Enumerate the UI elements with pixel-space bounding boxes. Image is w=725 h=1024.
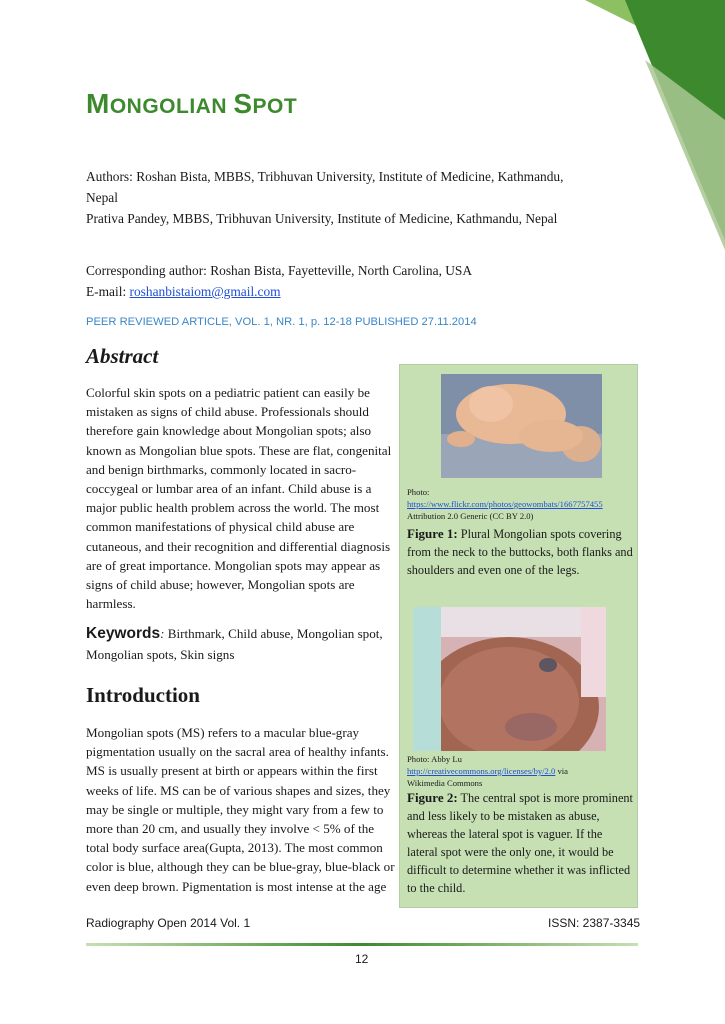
keywords — [86, 623, 396, 665]
figure-2-caption — [407, 789, 633, 897]
keywords-text: Birthmark, Child abuse, Mongolian spot, Mongolian spots, Skin signs — [86, 626, 383, 662]
figure-1-photo-label: Photo: — [407, 487, 430, 497]
footer-divider — [86, 943, 638, 946]
figure-2-label: Figure 2: — [407, 790, 458, 805]
author-1: Authors: Roshan Bista, MBBS, Tribhuvan University, Institute of Medicine, Kathmandu, Nepal — [86, 169, 564, 205]
introduction-text: Mongolian spots (MS) refers to a macular blue-gray pigmentation usually on the sacral area of healthy infants. MS is usually present at birth or appears within the first weeks of life. MS can be of various shapes and sizes, they may be single or multiple, they might vary from a few to more than 20 cm, and usually they involve < 5% of the total body surface area(Gupta, 2013). The most common color is blue, although they can be blue-gray, blue-black or even deep brown. Pigmentation is most intense at the age — [86, 725, 395, 894]
email-label: E-mail: — [86, 284, 130, 299]
article-info: PEER REVIEWED ARTICLE, VOL. 1, NR. 1, p. 12-18 PUBLISHED 27.11.2014 — [86, 316, 477, 328]
author-2: Prativa Pandey, MBBS, Tribhuvan University, Institute of Medicine, Kathmandu, Nepal — [86, 211, 558, 226]
figure-1-label: Figure 1: — [407, 526, 458, 541]
figure-1-photo — [441, 374, 602, 478]
page-number: 12 — [355, 952, 369, 966]
page-title: MONGOLIAN SPOT — [86, 88, 298, 119]
abstract-heading: Abstract — [86, 344, 159, 368]
footer-issn: ISSN: 2387-3345 — [548, 916, 641, 930]
introduction-heading: Introduction — [86, 683, 200, 707]
figure-2-source: Wikimedia Commons — [407, 778, 483, 788]
figure-2-photo — [413, 607, 606, 751]
abstract-text: Colorful skin spots on a pediatric patient can easily be mistaken as signs of child abuse. Professionals should therefore gain knowledge about Mongolian spots; also known as Mongolian blue spots. These are flat, congenital and benign birthmarks, commonly located in sacro-coccygeal or lumbar area of an infant. Child abuse is a major public health problem across the world. The most common manifestations of physical child abuse are cutaneous, and their recognition and differential diagnosis are of great importance. Mongolian spots may appear as signs of child abuse; however, Mongolian spots are harmless. — [86, 385, 392, 612]
figure-1-caption — [407, 525, 633, 579]
keywords-label: Keywords — [86, 625, 161, 642]
figure-2-via: via — [555, 766, 568, 776]
authors-block — [86, 166, 566, 229]
figure-2-credit — [407, 753, 635, 789]
figure-2-caption-text: The central spot is more prominent and less likely to be mistaken as abuse, whereas the lateral spot is vaguer. If the lateral spot were the only one, it would be difficult to determine whether it was inflicted to the child. — [407, 791, 633, 895]
corner-decoration — [585, 0, 725, 260]
footer-journal: Radiography Open 2014 Vol. 1 — [86, 916, 251, 930]
figure-2-photo-label: Photo: Abby Lu — [407, 754, 462, 764]
corresponding-author — [86, 260, 566, 302]
figure-1-url[interactable]: https://www.flickr.com/photos/geowombats/1667757455 — [407, 499, 603, 509]
figure-sidebar — [399, 364, 638, 908]
keywords-colon: : — [160, 626, 165, 641]
figure-1-credit — [407, 486, 635, 522]
email-link[interactable]: roshanbistaiom@gmail.com — [129, 284, 281, 299]
figure-2-url[interactable]: http://creativecommons.org/licenses/by/2.0 — [407, 766, 556, 776]
corresponding-text: Corresponding author: Roshan Bista, Fayetteville, North Carolina, USA — [86, 263, 473, 278]
figure-1-license: Attribution 2.0 Generic (CC BY 2.0) — [407, 511, 534, 521]
figure-1-caption-text: Plural Mongolian spots covering from the neck to the buttocks, both flanks and shoulders and even one of the legs. — [407, 527, 633, 577]
